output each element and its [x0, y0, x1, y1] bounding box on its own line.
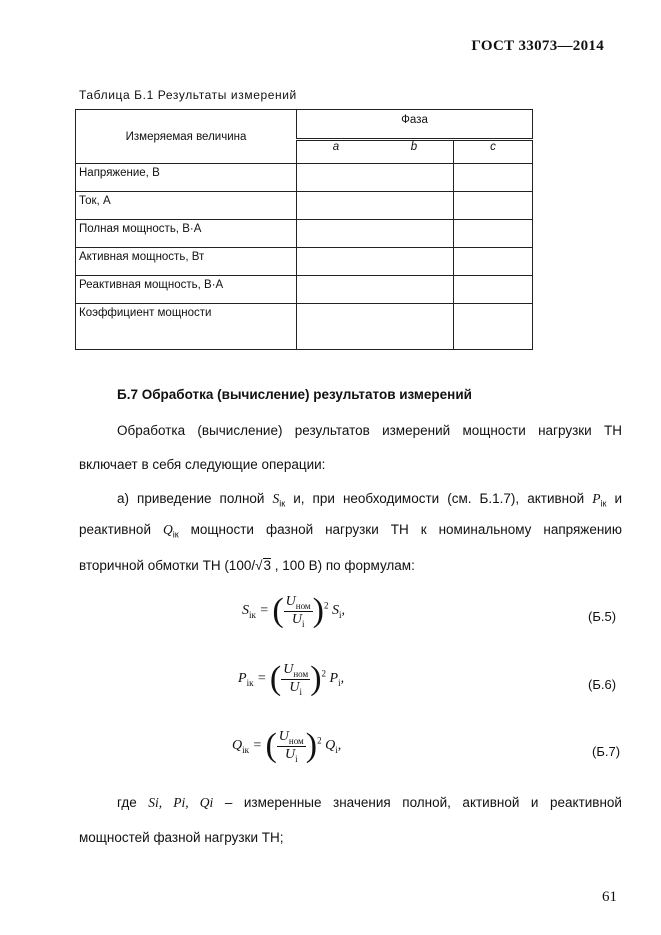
phase-c-header: c: [454, 140, 533, 164]
row-label-reactive-power: Реактивная мощность, В·А: [76, 276, 297, 304]
page-number: 61: [602, 889, 617, 905]
where-line-1: где Si, Pi, Qi – измеренные значения полной, активной и реактивной: [117, 795, 622, 810]
phase-a-header: a: [297, 140, 376, 164]
row-label-power-factor: Коэффициент мощности: [76, 304, 297, 350]
row-label-active-power: Активная мощность, Вт: [76, 248, 297, 276]
row-label-voltage: Напряжение, В: [76, 164, 297, 192]
paragraph-1-line-2: включает в себя следующие операции:: [79, 457, 326, 472]
row-label-apparent-power: Полная мощность, В·А: [76, 220, 297, 248]
equation-number-b6: (Б.6): [588, 677, 617, 692]
where-line-2: мощностей фазной нагрузки ТН;: [79, 830, 284, 845]
formula-b7: $Q_{iк}$ = ( $\frac{U_{ном}}{U_i}$ )$^2$ $Q_i$,: [232, 727, 342, 764]
paragraph-2-line-3: вторичной обмотки ТН (100/√3 , 100 В) по формулам:: [79, 558, 415, 573]
measurements-table: [75, 109, 533, 350]
phase-header: Фаза: [297, 110, 533, 140]
paragraph-2-line-1: а) приведение полной $S_{iк}$ и, при необходимости (см. Б.1.7), активной $P_{iк}$ и: [117, 491, 622, 509]
paragraph-2-line-2: реактивной $Q_{iк}$ мощности фазной нагрузки ТН к номинальному напряжению: [79, 522, 622, 540]
row-label-current: Ток, А: [76, 192, 297, 220]
paragraph-1-line-1: Обработка (вычисление) результатов измерений мощности нагрузки ТН: [117, 423, 622, 438]
formula-b6: $P_{iк}$ = ( $\frac{U_{ном}}{U_i}$ )$^2$ $P_i$,: [238, 660, 345, 697]
phase-b-header: b: [375, 140, 454, 164]
document-header: ГОСТ 33073—2014: [471, 38, 604, 54]
equation-number-b7: (Б.7): [592, 744, 621, 759]
formula-b5: $S_{iк}$ = ( $\frac{U_{ном}}{U_i}$ )$^2$ $S_i$,: [242, 592, 345, 629]
table-caption: Таблица Б.1 Результаты измерений: [79, 88, 297, 102]
section-title: Б.7 Обработка (вычисление) результатов измерений: [117, 387, 472, 402]
qty-header: Измеряемая величина: [76, 110, 297, 164]
equation-number-b5: (Б.5): [588, 609, 617, 624]
